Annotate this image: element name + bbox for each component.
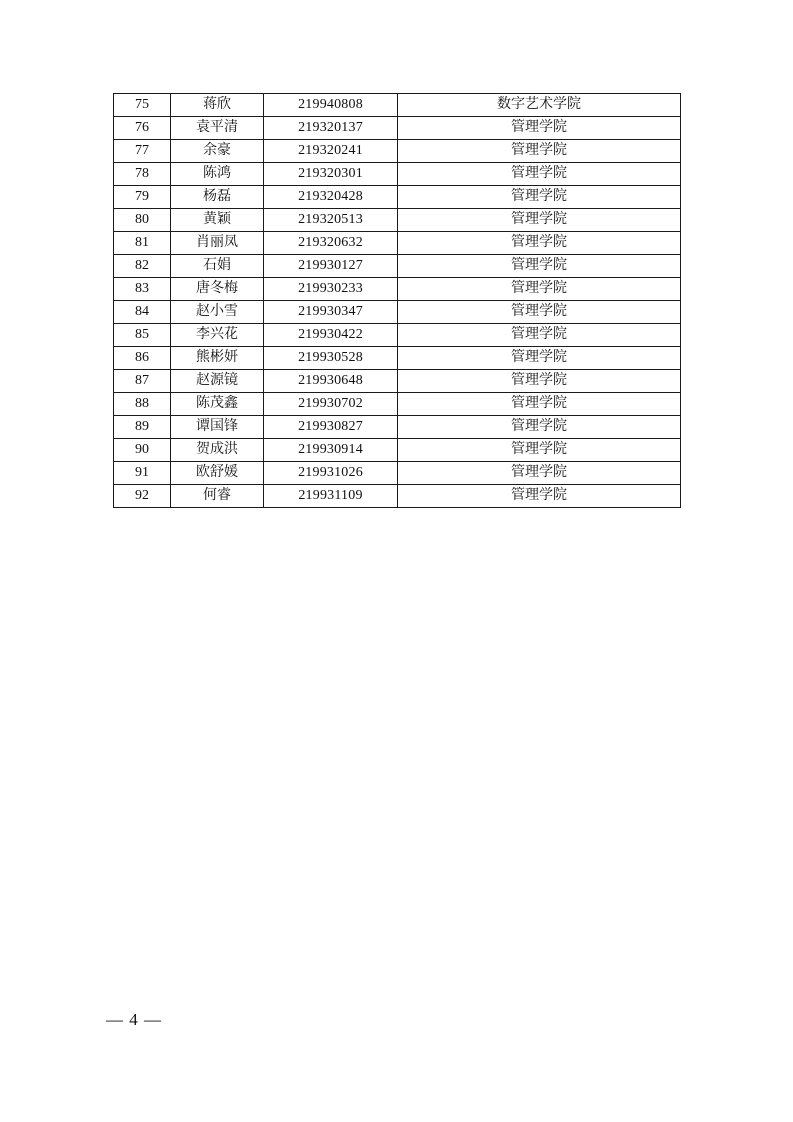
cell-college: 管理学院 <box>398 186 681 209</box>
cell-student-name: 陈鸿 <box>171 163 264 186</box>
cell-row-number: 86 <box>114 347 171 370</box>
cell-student-name: 肖丽凤 <box>171 232 264 255</box>
cell-row-number: 87 <box>114 370 171 393</box>
table-row <box>114 370 681 393</box>
cell-student-id: 219320241 <box>264 140 398 163</box>
cell-row-number: 79 <box>114 186 171 209</box>
cell-college: 管理学院 <box>398 370 681 393</box>
cell-student-name: 陈茂鑫 <box>171 393 264 416</box>
table-row <box>114 232 681 255</box>
table-row <box>114 209 681 232</box>
cell-college: 管理学院 <box>398 140 681 163</box>
cell-college: 管理学院 <box>398 439 681 462</box>
table-row <box>114 485 681 508</box>
cell-student-id: 219320513 <box>264 209 398 232</box>
cell-student-name: 谭国锋 <box>171 416 264 439</box>
table-row <box>114 416 681 439</box>
table-row <box>114 439 681 462</box>
cell-college: 管理学院 <box>398 255 681 278</box>
cell-college: 管理学院 <box>398 209 681 232</box>
cell-student-name: 何睿 <box>171 485 264 508</box>
table-row <box>114 301 681 324</box>
cell-row-number: 83 <box>114 278 171 301</box>
cell-college: 管理学院 <box>398 278 681 301</box>
cell-student-name: 贺成洪 <box>171 439 264 462</box>
cell-college: 管理学院 <box>398 347 681 370</box>
cell-student-id: 219930233 <box>264 278 398 301</box>
cell-student-id: 219930347 <box>264 301 398 324</box>
cell-student-id: 219931026 <box>264 462 398 485</box>
cell-student-id: 219930827 <box>264 416 398 439</box>
cell-college: 管理学院 <box>398 232 681 255</box>
cell-row-number: 75 <box>114 94 171 117</box>
cell-row-number: 77 <box>114 140 171 163</box>
cell-college: 管理学院 <box>398 393 681 416</box>
cell-college: 管理学院 <box>398 163 681 186</box>
table-row <box>114 347 681 370</box>
table-row <box>114 186 681 209</box>
table-row <box>114 324 681 347</box>
cell-student-id: 219930422 <box>264 324 398 347</box>
cell-student-name: 黄颖 <box>171 209 264 232</box>
table-row <box>114 278 681 301</box>
cell-row-number: 84 <box>114 301 171 324</box>
cell-student-id: 219930648 <box>264 370 398 393</box>
cell-college: 管理学院 <box>398 117 681 140</box>
cell-student-id: 219320632 <box>264 232 398 255</box>
cell-row-number: 85 <box>114 324 171 347</box>
table-row <box>114 393 681 416</box>
cell-student-id: 219931109 <box>264 485 398 508</box>
cell-college: 管理学院 <box>398 416 681 439</box>
cell-row-number: 90 <box>114 439 171 462</box>
cell-student-name: 熊彬妍 <box>171 347 264 370</box>
cell-row-number: 82 <box>114 255 171 278</box>
cell-college: 管理学院 <box>398 485 681 508</box>
cell-student-id: 219320428 <box>264 186 398 209</box>
cell-row-number: 88 <box>114 393 171 416</box>
table-row <box>114 255 681 278</box>
cell-college: 数字艺术学院 <box>398 94 681 117</box>
cell-student-id: 219930914 <box>264 439 398 462</box>
cell-student-name: 石娟 <box>171 255 264 278</box>
cell-row-number: 80 <box>114 209 171 232</box>
cell-student-name: 唐冬梅 <box>171 278 264 301</box>
table-body <box>114 94 681 508</box>
table-row <box>114 140 681 163</box>
cell-student-name: 赵小雪 <box>171 301 264 324</box>
cell-college: 管理学院 <box>398 301 681 324</box>
cell-row-number: 78 <box>114 163 171 186</box>
cell-row-number: 76 <box>114 117 171 140</box>
table-row <box>114 117 681 140</box>
cell-student-id: 219930702 <box>264 393 398 416</box>
cell-row-number: 89 <box>114 416 171 439</box>
cell-college: 管理学院 <box>398 324 681 347</box>
cell-student-name: 蒋欣 <box>171 94 264 117</box>
cell-student-name: 杨磊 <box>171 186 264 209</box>
cell-row-number: 91 <box>114 462 171 485</box>
cell-student-id: 219930528 <box>264 347 398 370</box>
cell-student-name: 袁平清 <box>171 117 264 140</box>
cell-row-number: 81 <box>114 232 171 255</box>
student-roster-table <box>113 93 681 508</box>
cell-student-name: 欧舒媛 <box>171 462 264 485</box>
cell-student-id: 219320137 <box>264 117 398 140</box>
table-row <box>114 462 681 485</box>
cell-college: 管理学院 <box>398 462 681 485</box>
cell-student-name: 赵源镜 <box>171 370 264 393</box>
table-row <box>114 94 681 117</box>
cell-student-name: 余豪 <box>171 140 264 163</box>
cell-student-id: 219320301 <box>264 163 398 186</box>
cell-student-name: 李兴花 <box>171 324 264 347</box>
cell-row-number: 92 <box>114 485 171 508</box>
cell-student-id: 219930127 <box>264 255 398 278</box>
page-number: — 4 — <box>106 1010 162 1029</box>
table-row <box>114 163 681 186</box>
cell-student-id: 219940808 <box>264 94 398 117</box>
